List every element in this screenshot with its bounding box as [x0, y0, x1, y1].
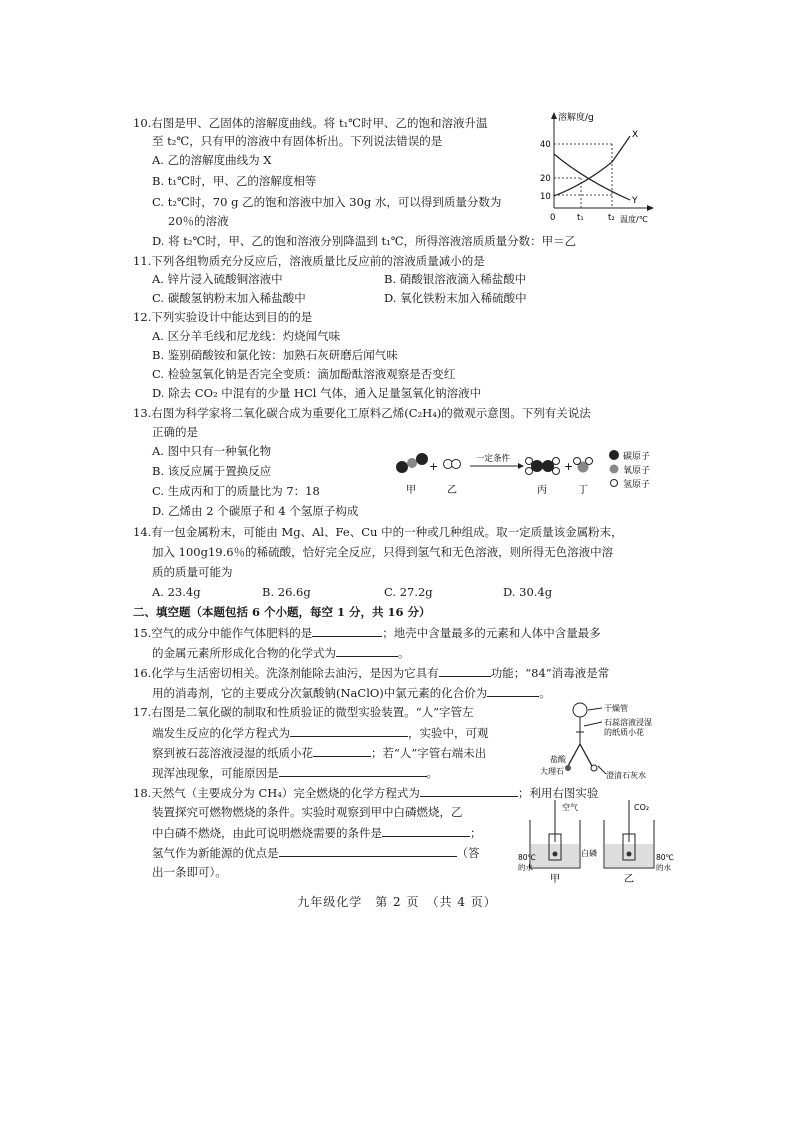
graph-y10: 10: [540, 192, 551, 202]
q18-line2: 装置探究可燃物燃烧的条件。实验时观察到甲中白磷燃烧，乙: [152, 805, 463, 819]
q11-option-d: D. 氧化铁粉末加入稀硫酸中: [384, 291, 527, 305]
q16-line2: [152, 685, 551, 701]
curve-x-label: X: [632, 130, 639, 140]
q18-line3: [152, 825, 482, 841]
label-bing: 丙: [537, 485, 547, 496]
q13-option-b: B. 该反应属于置换反应: [152, 464, 272, 478]
fig-label-air: 空气: [562, 803, 578, 812]
q18-blank-3[interactable]: [279, 845, 457, 857]
solubility-graph: [530, 108, 670, 226]
q14-stem-line3: 质的质量可能为: [152, 565, 233, 579]
q16-text-c: 用的消毒剂，它的主要成分次氯酸钠(NaClO)中氯元素的化合价为: [152, 686, 488, 700]
q14-stem-line1: 14.有一包金属粉末，可能由 Mg、Al、Fe、Cu 中的一种或几种组成。取一定质量该金属粉末，: [133, 525, 623, 539]
q17-line3: [152, 745, 486, 761]
label-jia: 甲: [406, 485, 416, 496]
q17-text-c2: ；若“人”字管右端未出: [371, 746, 487, 760]
fig-label-water2b: 的水: [656, 863, 671, 872]
q11-option-c: C. 碳酸氢钠粉末加入稀盐酸中: [152, 291, 306, 305]
fig-label-marble: 大理石: [540, 767, 564, 776]
q13-option-c: C. 生成丙和丁的质量比为 7：18: [152, 484, 320, 498]
q12-stem: 12.下列实验设计中能达到目的的是: [133, 310, 313, 324]
fig-label-litmus: 石蕊溶液浸湿: [604, 718, 652, 727]
q17-line2: [152, 725, 489, 741]
q17-blank-3[interactable]: [279, 765, 427, 777]
q15-text-c: 的金属元素所形成化合物的化学式为: [152, 646, 336, 660]
q10-option-d: D. 将 t₂℃时，甲、乙的饱和溶液分别降温到 t₁℃，所得溶液溶质质量分数：甲＝乙: [152, 234, 577, 248]
label-ding: 丁: [578, 485, 588, 496]
q13-option-a: A. 图中只有一种氧化物: [152, 444, 272, 458]
q15-line1: [133, 625, 601, 641]
curve-x: [554, 136, 630, 196]
q11-option-b: B. 硝酸银溶液滴入稀盐酸中: [384, 272, 527, 286]
q14-stem-line2: 加入 100g19.6％的稀硫酸，恰好完全反应，只得到氢气和无色溶液，则所得无色溶液中溶: [152, 545, 614, 559]
q12-option-d: D. 除去 CO₂ 中混有的少量 HCl 气体，通入足量氢氧化钠溶液中: [152, 386, 482, 400]
q16-line1: [133, 665, 609, 681]
q12-option-b: B. 鉴别硝酸铵和氯化铵：加熟石灰研磨后闻气味: [152, 348, 398, 362]
graph-xlabel: 温度/℃: [620, 215, 648, 224]
legend-carbon: 碳原子: [623, 452, 651, 462]
page-footer: 九年级化学 第 2 页 （共 4 页）: [297, 895, 497, 909]
fig-label-limewater: 澄清石灰水: [606, 771, 646, 780]
fig-label-acid: 盐酸: [550, 755, 566, 764]
q13-stem-line1: 13.右图为科学家将二氧化碳合成为重要化工原料乙烯(C₂H₄)的微观示意图。下列有关说法: [133, 406, 591, 420]
q17-blank-1[interactable]: [290, 725, 408, 737]
graph-y20: 20: [540, 174, 551, 184]
molecule-diagram: [392, 447, 682, 503]
q18-line5: 出一条即可）。: [152, 865, 227, 879]
q18-text-d: 氢气作为新能源的优点是: [152, 846, 279, 860]
q14-option-c: C. 27.2g: [384, 585, 433, 599]
plus-2: +: [564, 460, 574, 473]
fig-label-jia: 甲: [550, 874, 560, 885]
co2-apparatus-figure: [540, 700, 670, 780]
fig-label-paper-flower: 的纸质小花: [604, 728, 644, 737]
q17-text-d: 现浑浊现象，可能原因是: [152, 766, 279, 780]
q11-stem: 11.下列各组物质充分反应后，溶液质量比反应前的溶液质量减小的是: [133, 254, 485, 268]
combustion-beakers-figure: [518, 796, 674, 885]
fig-label-water1: 80℃: [518, 853, 536, 862]
q12-option-c: C. 检验氢氧化钠是否完全变质：滴加酚酞溶液观察是否变红: [152, 367, 456, 381]
q17-text-c: 察到被石蕊溶液浸湿的纸质小花: [152, 746, 313, 760]
graph-t2: t₂: [608, 213, 615, 223]
q17-line1: 17.右图是二氧化碳的制取和性质验证的微型实验装置。“人”字管左: [133, 705, 474, 719]
q10-stem-line2: 至 t₂℃，只有甲的溶液中有固体析出。下列说法错误的是: [152, 134, 443, 148]
legend-oxygen: 氧原子: [623, 466, 651, 476]
q18-text-c2: ；: [470, 826, 482, 840]
q17-line4: [152, 765, 438, 781]
q17-text-b2: ，实验中，可观: [408, 726, 489, 740]
fig-label-white-phosphorus: 白磷: [581, 849, 597, 858]
reaction-condition: 一定条件: [476, 454, 511, 464]
fig-label-co2: CO₂: [634, 803, 650, 812]
q17-text-b: 端发生反应的化学方程式为: [152, 726, 290, 740]
q18-text-d2: （答: [456, 846, 480, 860]
q10-stem-line1: 10.右图是甲、乙固体的溶解度曲线。将 t₁℃时甲、乙的饱和溶液升温: [133, 116, 488, 130]
legend-hydrogen: 氢原子: [623, 480, 651, 490]
q15-line2: [152, 645, 410, 661]
fig-label-yi: 乙: [624, 874, 634, 885]
fig-label-water1b: 的水: [518, 863, 533, 872]
q16-blank-1[interactable]: [439, 665, 491, 677]
q17-text-d2: 。: [426, 766, 438, 780]
plus-1: +: [429, 460, 439, 473]
graph-y40: 40: [540, 140, 551, 150]
q14-option-a: A. 23.4g: [152, 585, 201, 599]
q15-text-d: 。: [398, 646, 410, 660]
fig-label-water2: 80℃: [656, 853, 674, 862]
q18-text-a2: ；利用右图实验: [517, 786, 599, 800]
q16-text-d: 。: [539, 686, 551, 700]
graph-origin: 0: [550, 213, 556, 223]
fig-label-drying-tube: 干燥管: [604, 704, 628, 713]
q17-blank-2[interactable]: [313, 745, 371, 757]
q10-option-c: C. t₂℃时，70 g 乙的饱和溶液中加入 30g 水，可以得到质量分数为: [152, 195, 502, 209]
q13-option-d: D. 乙烯由 2 个碳原子和 4 个氢原子构成: [152, 504, 359, 518]
q14-option-b: B. 26.6g: [262, 585, 311, 599]
q18-text-a: 18.天然气（主要成分为 CH₄）完全燃烧的化学方程式为: [133, 786, 420, 800]
q10-option-b: B. t₁℃时，甲、乙的溶解度相等: [152, 174, 317, 188]
label-yi: 乙: [447, 485, 457, 496]
q15-text-b: ；地壳中含量最多的元素和人体中含量最多: [382, 626, 601, 640]
curve-y-label: Y: [632, 196, 638, 206]
q12-option-a: A. 区分羊毛线和尼龙线：灼烧闻气味: [152, 329, 341, 343]
q15-blank-2[interactable]: [336, 645, 398, 657]
q18-text-c: 中白磷不燃烧，由此可说明燃烧需要的条件是: [152, 826, 382, 840]
q18-line4: [152, 845, 480, 861]
q16-text-a: 16.化学与生活密切相关。洗涤剂能除去油污，是因为它具有: [133, 666, 439, 680]
graph-ylabel: 溶解度/g: [558, 113, 594, 123]
q16-blank-2[interactable]: [487, 685, 539, 697]
q10-option-a: A. 乙的溶解度曲线为 X: [152, 153, 272, 167]
section-fill-in-title: 二、填空题（本题包括 6 个小题，每空 1 分，共 16 分）: [133, 605, 431, 619]
graph-t1: t₁: [577, 213, 584, 223]
q16-text-b: 功能；“84”消毒液是常: [490, 666, 610, 680]
q14-option-d: D. 30.4g: [503, 585, 553, 599]
q15-blank-1[interactable]: [312, 625, 382, 637]
q13-stem-line2: 正确的是: [152, 425, 198, 439]
q11-option-a: A. 锌片浸入硫酸铜溶液中: [152, 272, 283, 286]
q15-text-a: 15.空气的成分中能作气体肥料的是: [133, 626, 313, 640]
q18-blank-1[interactable]: [420, 785, 518, 797]
q18-blank-2[interactable]: [382, 825, 470, 837]
q10-option-c-cont: 20％的溶液: [168, 214, 229, 228]
